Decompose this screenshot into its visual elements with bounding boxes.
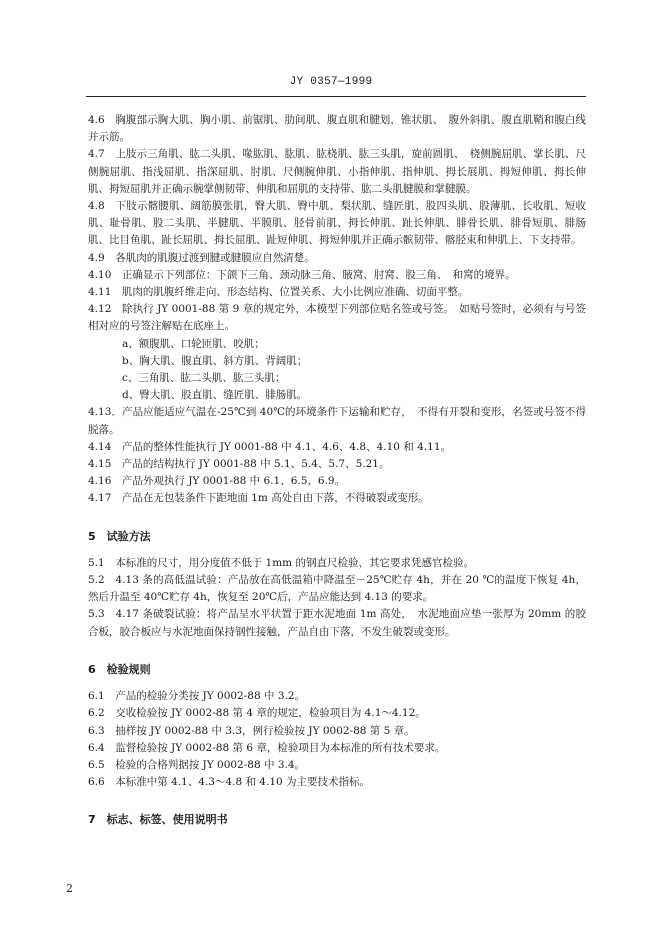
clause-6-3: 6.3 抽样按 JY 0002-88 中 3.3，例行检验按 JY 0002-88 第 5 章。 — [88, 724, 415, 737]
clause-4-7: 4.7 上肢示三角肌、肱二头肌、喙肱肌、肱肌、肱桡肌、肱三头肌，旋前圆肌、 桡侧腕屈肌、掌长肌、尺侧腕屈肌、指浅屈肌、指深屈肌、肘肌、尺侧腕伸肌、小指伸肌、指伸肌、拇长展肌、拇短伸肌、拇长伸肌、拇短屈肌并正确示腕掌侧韧带、伸肌和屈肌的支持带、肱二头肌腱膜和掌腱膜。 — [88, 148, 586, 195]
clause-4-10: 4.10 正确显示下列部位：下颌下三角、颈动脉三角、腋窝、肘窝、股三角、 和窝的境界。 — [88, 268, 516, 281]
clause-5-1: 5.1 本标准的尺寸，用分度值不低于 1mm 的钢直尺检验，其它要求凭感官检验。 — [88, 556, 474, 569]
label-list-item-c: c、三角肌、肱二头肌、肱三头肌； — [122, 372, 286, 385]
document-body — [88, 112, 586, 829]
clause-4-8: 4.8 下肢示髂腰肌、阔筋膜张肌，臀大肌、臀中肌、梨状肌、缝匠肌、股四头肌、股薄肌、长收肌、短收肌、耻骨肌、股二头肌、半腱肌、半膜肌、胫骨前肌、拇长伸肌、趾长伸肌、腓骨长肌、腓骨短肌、腓肠肌、比目鱼肌、趾长屈肌、拇长屈肌、趾短伸肌、拇短伸肌并正确示髌韧带、髂胫束和伸肌上、下支持带。 — [88, 200, 586, 247]
label-list-item-a: a、额腹肌、口轮匝肌、咬肌； — [122, 337, 265, 350]
standard-code-header: JY 0357—1999 — [289, 76, 373, 88]
clause-4-17: 4.17 产品在无包装条件下距地面 1m 高处自由下落，不得破裂或变形。 — [88, 492, 429, 505]
label-list-item-d: d、臀大肌、股直肌、缝匠肌、腓肠肌。 — [122, 389, 308, 402]
header-rule — [86, 96, 586, 97]
clause-6-2: 6.2 交收检验按 JY 0002-88 第 4 章的规定，检验项目为 4.1～4.12。 — [88, 707, 426, 720]
clause-6-1: 6.1 产品的检验分类按 JY 0002-88 中 3.2。 — [88, 690, 306, 703]
clause-5-3: 5.3 4.17 条破裂试验：将产品呈水平状置于距水泥地面 1m 高处， 水泥地面应垫一张厚为 20mm 的胶合板，胶合板应与水泥地面保持钢性接触，产品自由下落，不发生破裂或变形。 — [88, 608, 586, 638]
clause-4-15: 4.15 产品的结构执行 JY 0001-88 中 5.1、5.4、5.7、5.21。 — [88, 458, 390, 471]
label-list-item-b: b、胸大肌、腹直肌、斜方肌、背阔肌； — [122, 354, 308, 367]
clause-6-5: 6.5 检验的合格判据按 JY 0002-88 中 3.4。 — [88, 758, 306, 771]
page-number: 2 — [66, 882, 73, 895]
clause-4-12: 4.12 除执行 JY 0001-88 第 9 章的规定外，本模型下列部位贴名签或号签。 如贴号签时，必须有与号签相对应的号签注解贴在底座上。 — [88, 303, 586, 333]
clause-6-6: 6.6 本标准中第 4.1、4.3～4.8 和 4.10 为主要技术指标。 — [88, 776, 371, 789]
clause-4-13: 4.13．产品应能适应气温在-25℃到 40℃的环境条件下运输和贮存， 不得有开裂和变形，名签或号签不得脱落。 — [88, 406, 586, 436]
section-7-heading: 7 标志、标签、使用说明书 — [88, 813, 228, 827]
clause-4-14: 4.14 产品的整体性能执行 JY 0001-88 中 4.1、4.6、4.8、4.10 和 4.11。 — [88, 440, 452, 453]
clause-4-9: 4.9 各肌肉的肌腹过渡到腱或腱膜应自然清楚。 — [88, 251, 315, 264]
clause-4-11: 4.11 肌肉的肌腹纤维走向、形态结构、位置关系、大小比例应准确、切面平整。 — [88, 286, 469, 299]
clause-6-4: 6.4 监督检验按 JY 0002-88 第 6 章，检验项目为本标准的所有技术要求。 — [88, 741, 446, 754]
section-5-heading: 5 试验方法 — [88, 529, 151, 543]
clause-4-6: 4.6 胸腹部示胸大肌、胸小肌、前锯肌、肋间肌、腹直肌和腱划，锥状肌、 腹外斜肌、腹直肌鞘和腹白线并示筋。 — [88, 114, 586, 144]
clause-4-16: 4.16 产品外观执行 JY 0001-88 中 6.1、6.5、6.9。 — [88, 475, 346, 488]
clause-5-2: 5.2 4.13 条的高低温试验：产品放在高低温箱中降温至－25℃贮存 4h，并在 20 ℃的温度下恢复 4h，然后升温至 40℃贮存 4h，恢复至 20℃后，产品应能达到 4.13 的要求。 — [88, 574, 586, 604]
section-6-heading: 6 检验规则 — [88, 662, 151, 676]
